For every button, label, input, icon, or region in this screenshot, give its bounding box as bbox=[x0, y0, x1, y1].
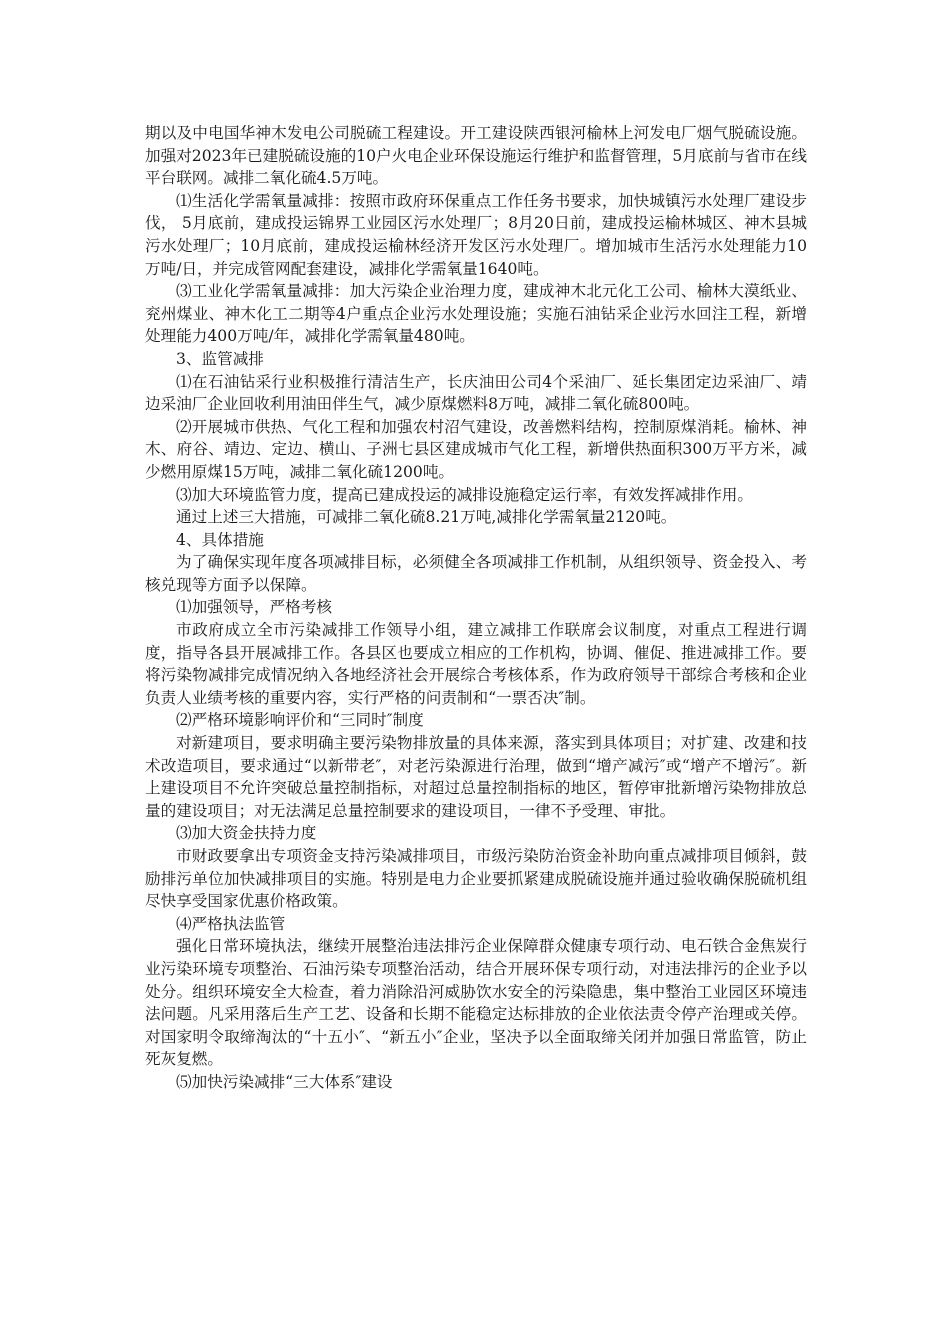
section-heading-regulatory-reduction: 3、监管减排 bbox=[176, 349, 264, 368]
paragraph-desulfurization-projects: 期以及中电国华神木发电公司脱硫工程建设。开工建设陕西银河榆林上河发电厂烟气脱硫设施。加强对2023年已建脱硫设施的10户火电企业环保设施运行维护和监督管理，5月底前与省市在线平台联网。减排二氧化硫4.5万吨。 bbox=[145, 124, 808, 188]
paragraph-eia-three-simultaneous: 对新建项目，要求明确主要污染物排放量的具体来源，落实到具体项目；对扩建、改建和技术改造项目，要求通过“以新带老″，对老污染源进行治理，做到“增产减污″或“增产不增污″。新上建设项目不允许突破总量控制指标，对超过总量控制指标的地区，暂停审批新增污染物排放总量的建设项目；对无法满足总量控制要求的建设项目，一律不予受理、审批。 bbox=[145, 734, 807, 820]
paragraph-environmental-supervision: ⑶加大环境监管力度，提高已建成投运的减排设施稳定运行率，有效发挥减排作用。 bbox=[176, 485, 753, 504]
document-page bbox=[145, 122, 807, 1094]
subheading-law-enforcement: ⑷严格执法监管 bbox=[176, 914, 286, 933]
paragraph-law-enforcement: 强化日常环境执法，继续开展整治违法排污企业保障群众健康专项行动、电石铁合金焦炭行业污染环境专项整治、石油污染专项整治活动，结合开展环保专项行动，对违法排污的企业予以处分。组织环境安全大检查，着力消除沿河威胁饮水安全的污染隐患，集中整治工业园区环境违法问题。凡采用落后生产工艺、设备和长期不能稳定达标排放的企业依法责令停产治理或关停。对国家明令取缔淘汰的“十五小″、“新五小″企业，坚决予以全面取缔关闭并加强日常监管，防止死灰复燃。 bbox=[145, 937, 807, 1069]
paragraph-reduction-summary: 通过上述三大措施，可减排二氧化硫8.21万吨,减排化学需氧量2120吨。 bbox=[176, 508, 677, 527]
paragraph-oil-drilling-clean-production: ⑴在石油钻采行业积极推行清洁生产，长庆油田公司4个采油厂、延长集团定边采油厂、靖边采油厂企业回收利用油田伴生气，减少原煤燃料8万吨，减排二氧化硫800吨。 bbox=[145, 372, 807, 414]
section-heading-specific-measures: 4、具体措施 bbox=[176, 530, 264, 549]
paragraph-measures-intro: 为了确保实现年度各项减排目标，必须健全各项减排工作机制，从组织领导、资金投入、考核兑现等方面予以保障。 bbox=[145, 553, 807, 594]
paragraph-funding-support: 市财政要拿出专项资金支持污染减排项目，市级污染防治资金补助向重点减排项目倾斜，鼓励排污单位加快减排项目的实施。特别是电力企业要抓紧建成脱硫设施并通过验收确保脱硫机组尽快享受国家优惠价格政策。 bbox=[145, 847, 807, 911]
subheading-funding-support: ⑶加大资金扶持力度 bbox=[176, 824, 317, 843]
paragraph-leadership-assessment: 市政府成立全市污染减排工作领导小组，建立减排工作联席会议制度，对重点工程进行调度，指导各县开展减排工作。各县区也要成立相应的工作机构，协调、催促、推进减排工作。要将污染物减排完成情况纳入各地经济社会开展综合考核体系，作为政府领导干部综合考核和企业负责人业绩考核的重要内容，实行严格的问责制和“一票否决″制。 bbox=[145, 621, 807, 707]
paragraph-urban-heating-gasification: ⑵开展城市供热、气化工程和加强农村沼气建设，改善燃料结构，控制原煤消耗。榆林、神木、府谷、靖边、定边、横山、子洲七县区建成城市气化工程，新增供热面积300万平方米，减少燃用原煤15万吨，减排二氧化硫1200吨。 bbox=[145, 417, 807, 481]
subheading-three-systems: ⑸加快污染减排“三大体系″建设 bbox=[176, 1072, 393, 1091]
paragraph-industrial-cod-reduction: ⑶工业化学需氧量减排：加大污染企业治理力度，建成神木北元化工公司、榆林大漠纸业、兖州煤业、神木化工二期等4户重点企业污水处理设施；实施石油钻采企业污水回注工程，新增处理能力400万吨/年，减排化学需氧量480吨。 bbox=[145, 282, 807, 346]
paragraph-domestic-cod-reduction: ⑴生活化学需氧量减排：按照市政府环保重点工作任务书要求，加快城镇污水处理厂建设步伐， 5月底前，建成投运锦界工业园区污水处理厂；8月20日前，建成投运榆林城区、神木县城污水处理厂；10月底前，建成投运榆林经济开发区污水处理厂。增加城市生活污水处理能力10万吨/日，并完成管网配套建设，减排化学需氧量1640吨。 bbox=[145, 191, 807, 278]
subheading-eia-three-simultaneous: ⑵严格环境影响评价和“三同时″制度 bbox=[176, 711, 424, 730]
subheading-leadership-assessment: ⑴加强领导，严格考核 bbox=[176, 598, 332, 617]
